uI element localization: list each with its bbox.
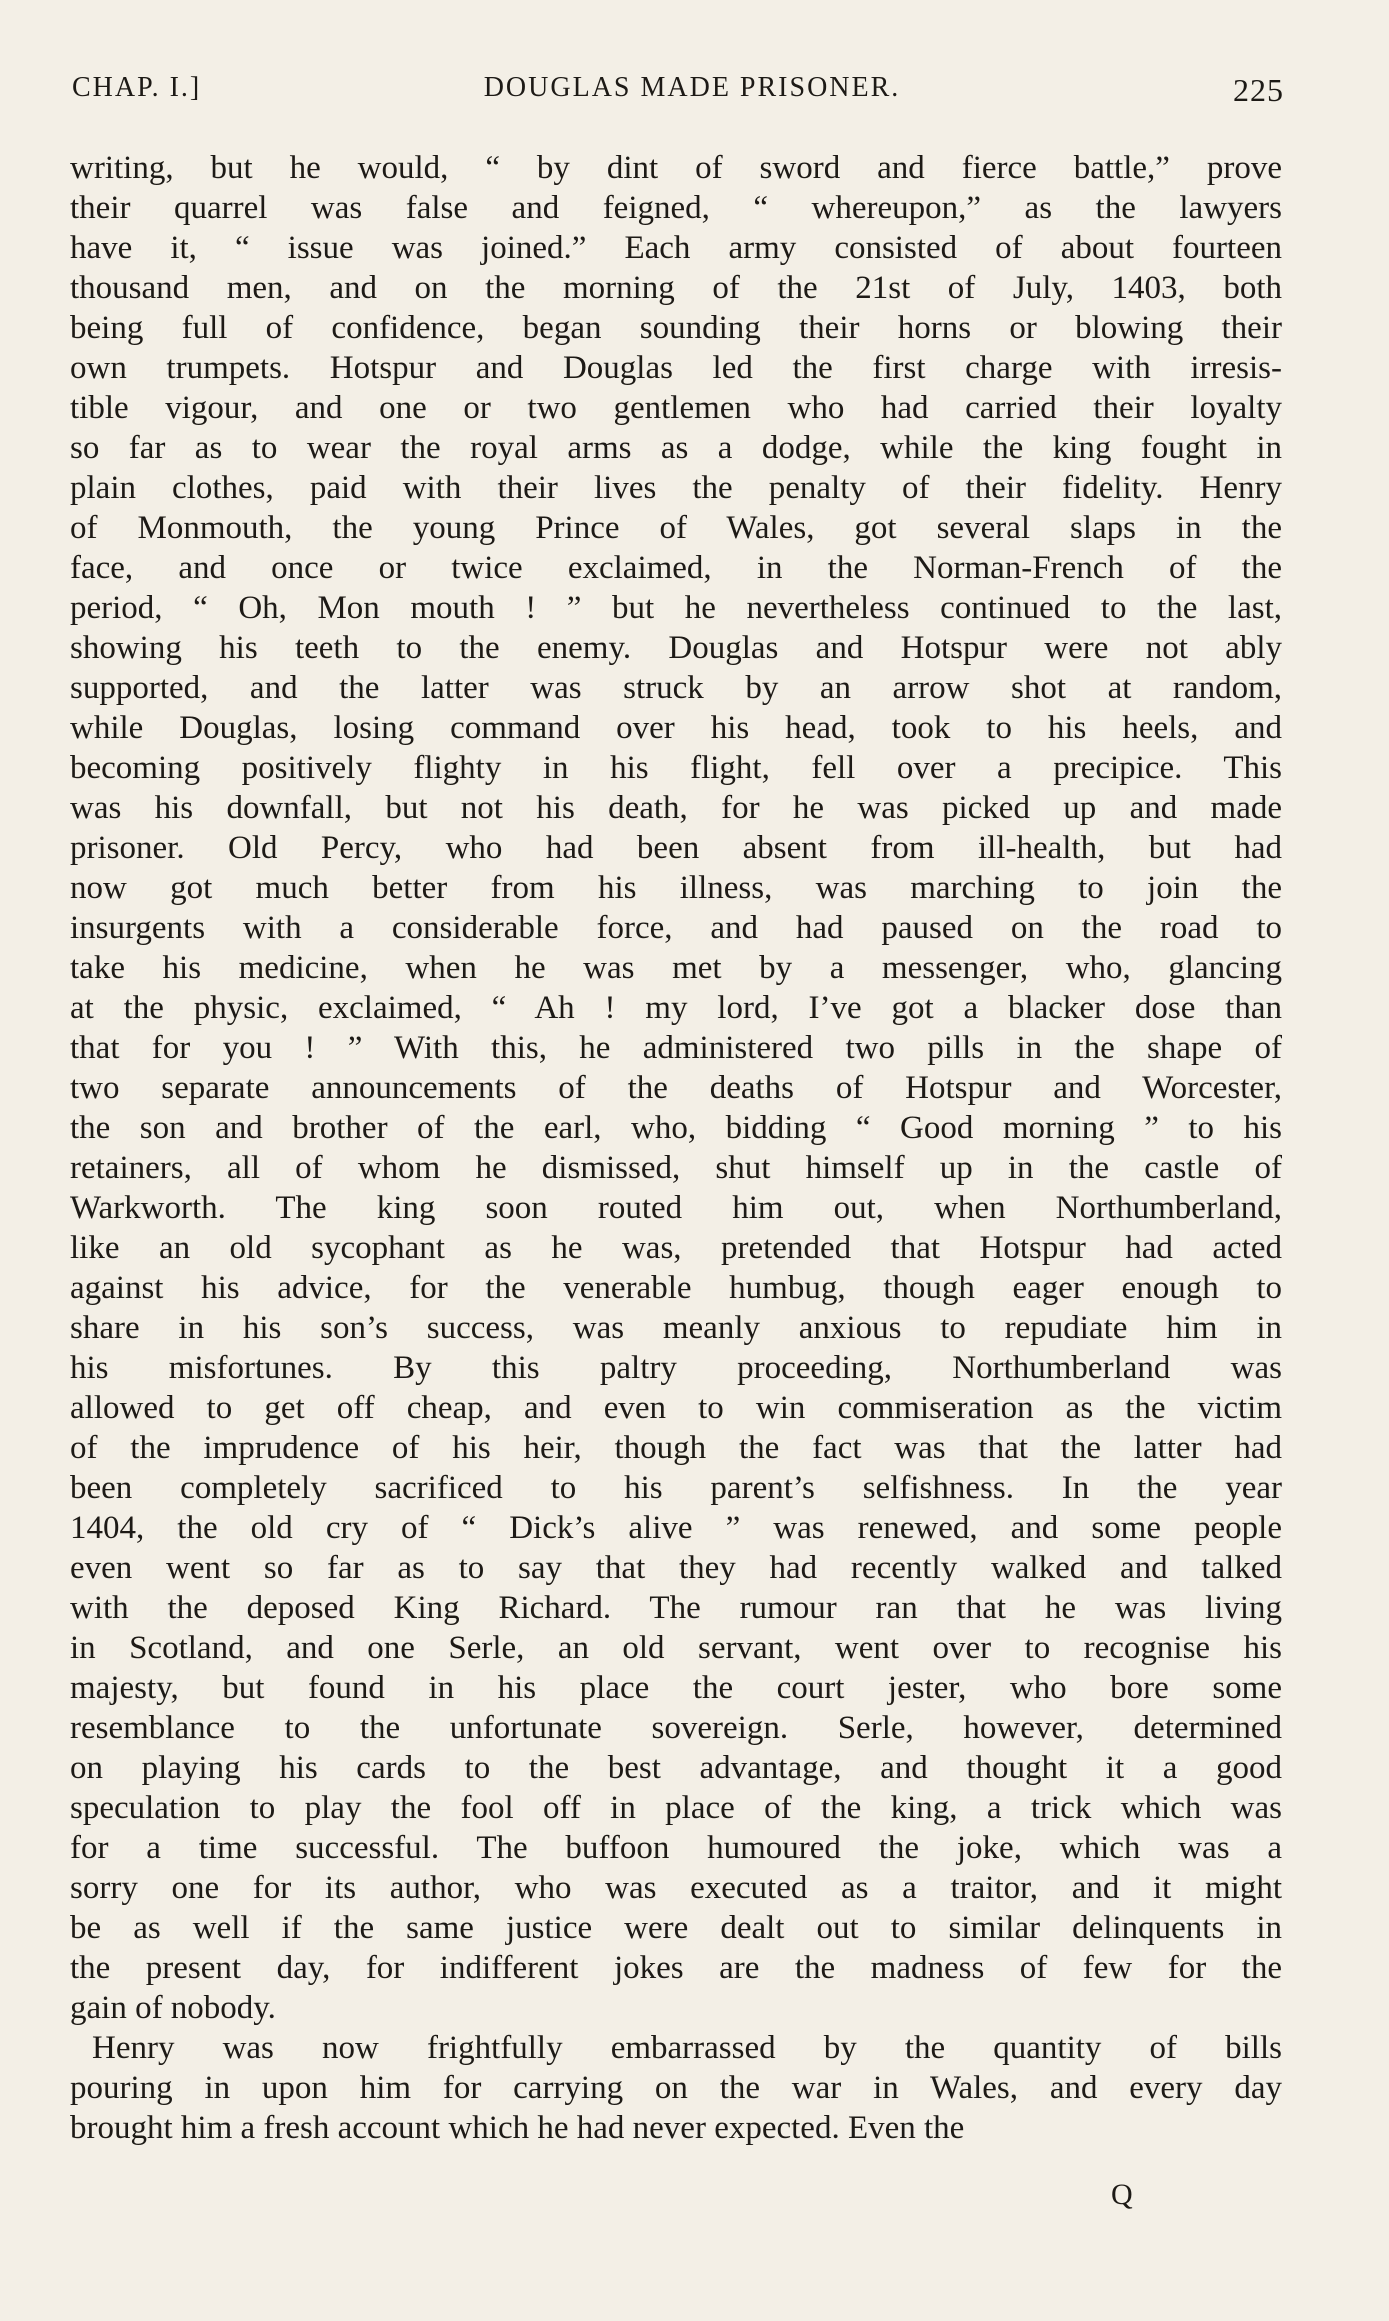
signature-mark: Q bbox=[1111, 2178, 1133, 2211]
text-line: on playing his cards to the best advantage, and thought it a good bbox=[70, 1750, 1282, 1786]
text-line: showing his teeth to the enemy. Douglas and Hotspur were not ably bbox=[70, 630, 1282, 666]
running-head bbox=[72, 72, 1284, 116]
text-line: with the deposed King Richard. The rumour ran that he was living bbox=[70, 1590, 1282, 1626]
text-line: of Monmouth, the young Prince of Wales, got several slaps in the bbox=[70, 510, 1282, 546]
text-line: gain of nobody. bbox=[70, 1990, 276, 2026]
body-text bbox=[70, 148, 1282, 2148]
text-line: two separate announcements of the deaths of Hotspur and Worcester, bbox=[70, 1070, 1282, 1106]
text-line: brought him a fresh account which he had never expected. Even the bbox=[70, 2110, 965, 2146]
text-line: was his downfall, but not his death, for he was picked up and made bbox=[70, 790, 1282, 826]
text-line: be as well if the same justice were dealt out to similar delinquents in bbox=[70, 1910, 1282, 1946]
text-line: 1404, the old cry of “ Dick’s alive ” was renewed, and some people bbox=[70, 1510, 1282, 1546]
text-line: allowed to get off cheap, and even to win commiseration as the victim bbox=[70, 1390, 1282, 1426]
text-line: that for you ! ” With this, he administered two pills in the shape of bbox=[70, 1030, 1282, 1066]
text-line: while Douglas, losing command over his head, took to his heels, and bbox=[70, 710, 1282, 746]
page-number: 225 bbox=[1233, 72, 1284, 108]
text-line: speculation to play the fool off in place of the king, a trick which was bbox=[70, 1790, 1282, 1826]
text-line: even went so far as to say that they had recently walked and talked bbox=[70, 1550, 1282, 1586]
text-line: own trumpets. Hotspur and Douglas led the first charge with irresis- bbox=[70, 350, 1282, 386]
text-line: the son and brother of the earl, who, bidding “ Good morning ” to his bbox=[70, 1110, 1282, 1146]
text-line: been completely sacrificed to his parent’s selfishness. In the year bbox=[70, 1470, 1282, 1506]
text-line: have it, “ issue was joined.” Each army consisted of about fourteen bbox=[70, 230, 1282, 266]
chapter-label: CHAP. I.] bbox=[72, 72, 202, 103]
text-line: now got much better from his illness, was marching to join the bbox=[70, 870, 1282, 906]
text-line: tible vigour, and one or two gentlemen who had carried their loyalty bbox=[70, 390, 1282, 426]
text-line: the present day, for indifferent jokes are the madness of few for the bbox=[70, 1950, 1282, 1986]
text-line: majesty, but found in his place the court jester, who bore some bbox=[70, 1670, 1282, 1706]
text-line: resemblance to the unfortunate sovereign. Serle, however, determined bbox=[70, 1710, 1282, 1746]
text-line: his misfortunes. By this paltry proceeding, Northumberland was bbox=[70, 1350, 1282, 1386]
text-line: Henry was now frightfully embarrassed by the quantity of bills bbox=[92, 2030, 1282, 2066]
text-line: pouring in upon him for carrying on the war in Wales, and every day bbox=[70, 2070, 1282, 2106]
text-line: of the imprudence of his heir, though the fact was that the latter had bbox=[70, 1430, 1282, 1466]
text-line: Warkworth. The king soon routed him out, when Northumberland, bbox=[70, 1190, 1282, 1226]
text-line: thousand men, and on the morning of the 21st of July, 1403, both bbox=[70, 270, 1282, 306]
text-line: sorry one for its author, who was executed as a traitor, and it might bbox=[70, 1870, 1282, 1906]
text-line: their quarrel was false and feigned, “ whereupon,” as the lawyers bbox=[70, 190, 1282, 226]
text-line: supported, and the latter was struck by an arrow shot at random, bbox=[70, 670, 1282, 706]
text-line: becoming positively flighty in his flight, fell over a precipice. This bbox=[70, 750, 1282, 786]
running-title: DOUGLAS MADE PRISONER. bbox=[483, 72, 901, 103]
text-line: like an old sycophant as he was, pretended that Hotspur had acted bbox=[70, 1230, 1282, 1266]
text-line: writing, but he would, “ by dint of sword and fierce battle,” prove bbox=[70, 150, 1282, 186]
text-line: retainers, all of whom he dismissed, shut himself up in the castle of bbox=[70, 1150, 1282, 1186]
text-line: insurgents with a considerable force, and had paused on the road to bbox=[70, 910, 1282, 946]
text-line: prisoner. Old Percy, who had been absent from ill-health, but had bbox=[70, 830, 1282, 866]
text-line: face, and once or twice exclaimed, in the Norman-French of the bbox=[70, 550, 1282, 586]
text-line: take his medicine, when he was met by a messenger, who, glancing bbox=[70, 950, 1282, 986]
text-line: plain clothes, paid with their lives the penalty of their fidelity. Henry bbox=[70, 470, 1282, 506]
text-line: so far as to wear the royal arms as a dodge, while the king fought in bbox=[70, 430, 1282, 466]
text-line: at the physic, exclaimed, “ Ah ! my lord, I’ve got a blacker dose than bbox=[70, 990, 1282, 1026]
text-line: being full of confidence, began sounding their horns or blowing their bbox=[70, 310, 1282, 346]
text-line: for a time successful. The buffoon humoured the joke, which was a bbox=[70, 1830, 1282, 1866]
text-line: in Scotland, and one Serle, an old servant, went over to recognise his bbox=[70, 1630, 1282, 1666]
text-line: against his advice, for the venerable humbug, though eager enough to bbox=[70, 1270, 1282, 1306]
text-line: share in his son’s success, was meanly anxious to repudiate him in bbox=[70, 1310, 1282, 1346]
text-line: period, “ Oh, Mon mouth ! ” but he nevertheless continued to the last, bbox=[70, 590, 1282, 626]
